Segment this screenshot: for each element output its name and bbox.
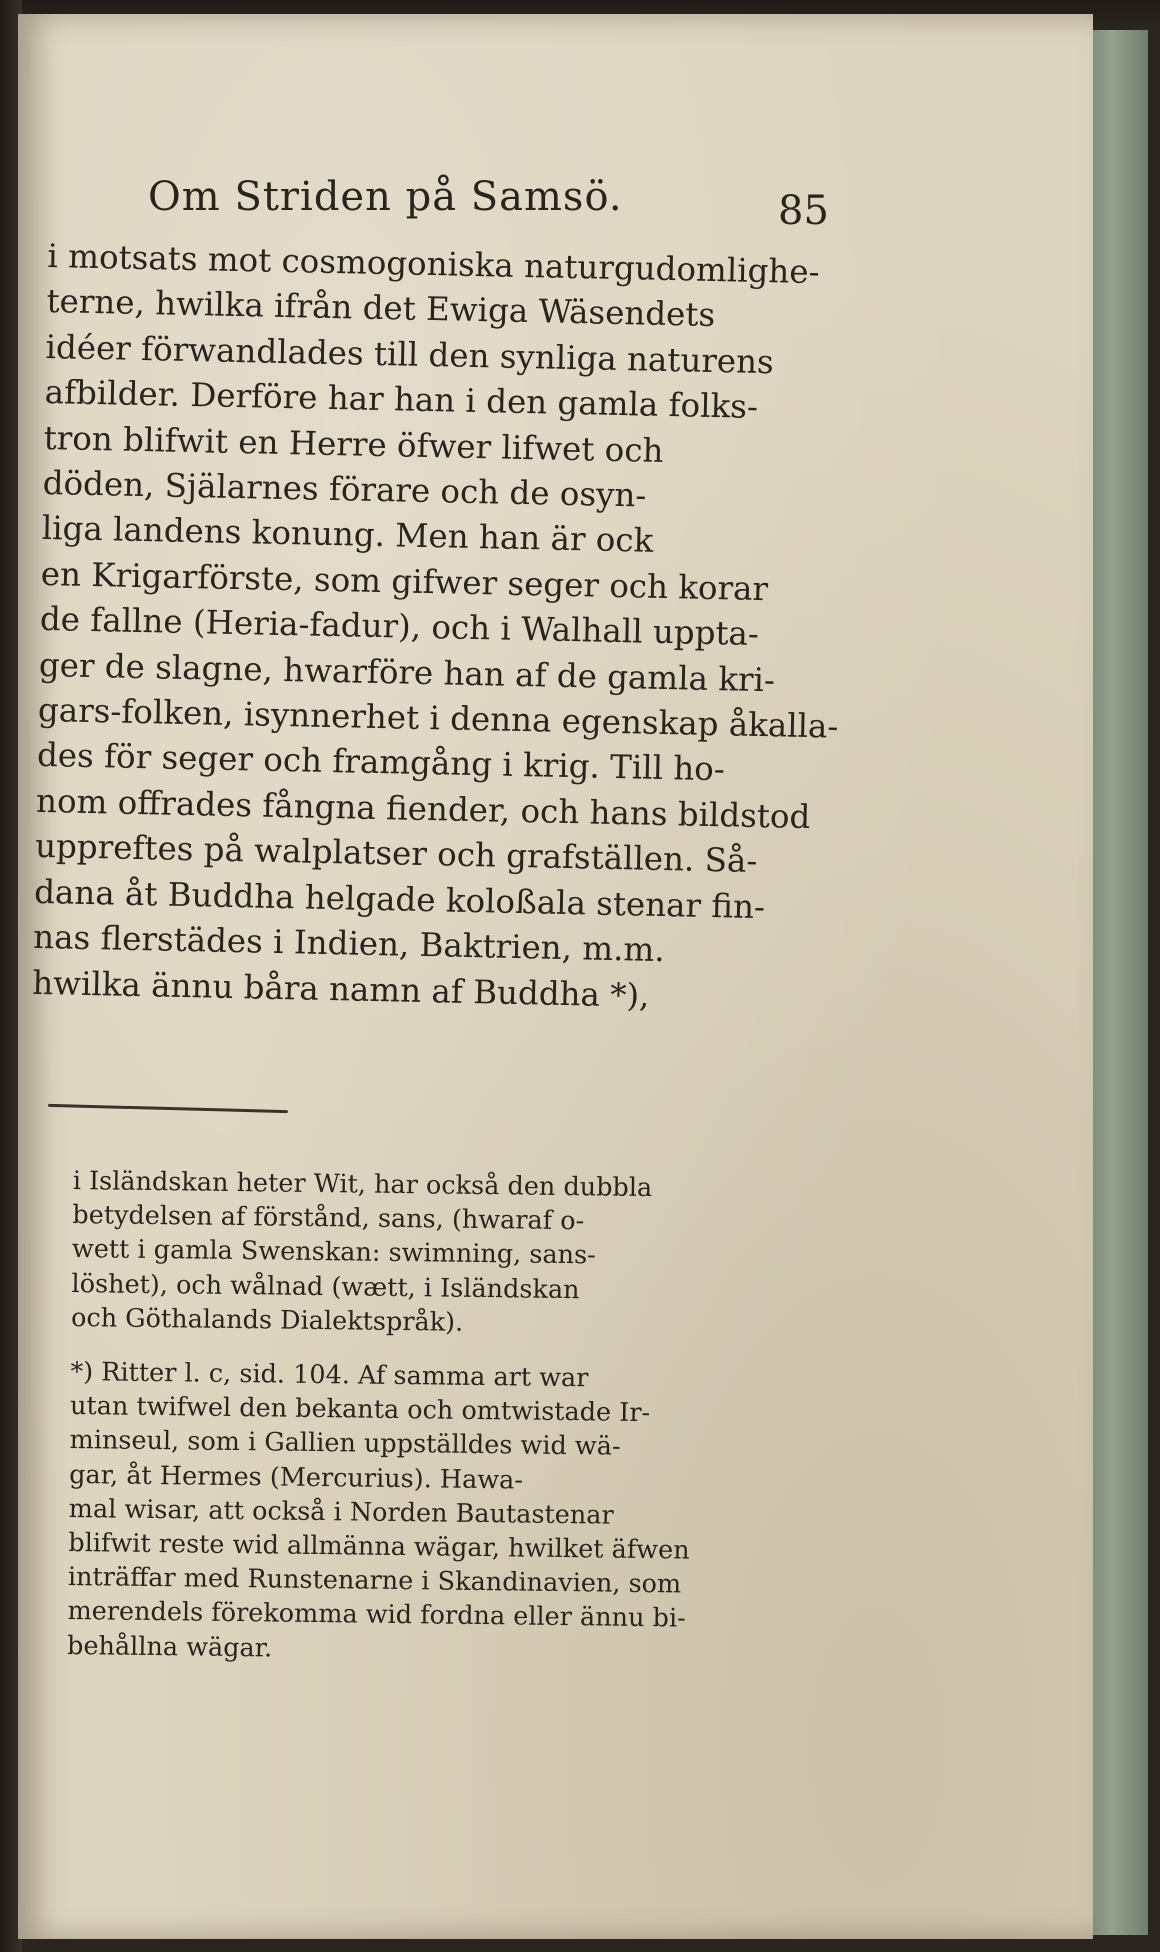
body-line: gars-folken, isynnerhet i denna egenskap åkalla- bbox=[37, 690, 839, 746]
body-line: hwilka ännu båra namn af Buddha *), bbox=[31, 963, 650, 1015]
footnote-line: och Göthalands Dialektspråk). bbox=[70, 1302, 464, 1338]
footnote-rule bbox=[48, 1104, 288, 1113]
body-line: des för seger och framgång i krig. Till ho- bbox=[36, 736, 726, 789]
page-number: 85 bbox=[778, 188, 829, 234]
footnote-line: inträffar med Runstenarne i Skandinavien, som bbox=[67, 1562, 682, 1600]
footnote-line: blifwit reste wid allmänna wägar, hwilket äfwen bbox=[68, 1528, 690, 1566]
body-line: idéer förwandlades till den synliga naturens bbox=[45, 327, 775, 382]
body-line: nom offrades fångna fiender, och hans bildstod bbox=[35, 781, 811, 836]
footnote-1 bbox=[71, 1164, 873, 1345]
footnote-line: wett i gamla Swenskan: swimning, sans- bbox=[71, 1234, 596, 1271]
body-line: uppreftes på walplatser och grafställen. Så- bbox=[34, 827, 758, 881]
body-line: ger de slagne, hwarföre han af de gamla kri- bbox=[38, 645, 776, 699]
book-fore-edge bbox=[1088, 30, 1148, 1935]
body-line: döden, Själarnes förare och de osyn- bbox=[42, 463, 647, 515]
body-text bbox=[32, 234, 888, 1023]
body-line: de fallne (Heria-fadur), och i Walhall uppta- bbox=[39, 600, 760, 654]
body-line: terne, hwilka ifrån det Ewiga Wäsendets bbox=[46, 282, 716, 335]
footnote-line: mal wisar, att också i Norden Bautastenar bbox=[68, 1493, 614, 1531]
footnote-line: löshet), och wålnad (wætt, i Isländskan bbox=[71, 1268, 580, 1305]
footnote-line: utan twifwel den bekanta och omtwistade Ir- bbox=[69, 1391, 651, 1429]
body-line: tron blifwit en Herre öfwer lifwet och bbox=[43, 418, 664, 470]
footnote-line: gar, åt Hermes (Mercurius). Hawa- bbox=[69, 1459, 524, 1496]
footnote-line: merendels förekomma wid fordna eller ännu bi- bbox=[67, 1596, 686, 1634]
footnote-line: *) Ritter l. c, sid. 104. Af samma art war bbox=[70, 1357, 589, 1394]
footnote-line: i Isländskan heter Wit, har också den dubbla bbox=[72, 1165, 653, 1204]
body-line: liga landens konung. Men han är ock bbox=[41, 509, 654, 561]
body-line: nas flerstädes i Indien, Baktrien, m.m. bbox=[32, 917, 666, 970]
footnote-line: behållna wägar. bbox=[66, 1630, 273, 1664]
page-paper bbox=[18, 14, 1093, 1939]
running-title: Om Striden på Samsö. bbox=[148, 174, 623, 220]
body-line: i motsats mot cosmogoniska naturgudomlighe- bbox=[47, 236, 820, 292]
footnote-line: betydelsen af förstånd, sans, (hwaraf o- bbox=[72, 1200, 585, 1237]
body-line: afbilder. Derföre har han i den gamla folks- bbox=[44, 373, 759, 427]
footnotes bbox=[67, 1164, 873, 1673]
footnote-2 bbox=[67, 1355, 871, 1673]
body-line: en Krigarförste, som gifwer seger och korar bbox=[40, 554, 769, 608]
body-line: dana åt Buddha helgade koloßala stenar fin- bbox=[33, 872, 766, 926]
footnote-line: minseul, som i Gallien uppställdes wid wä- bbox=[69, 1425, 621, 1463]
